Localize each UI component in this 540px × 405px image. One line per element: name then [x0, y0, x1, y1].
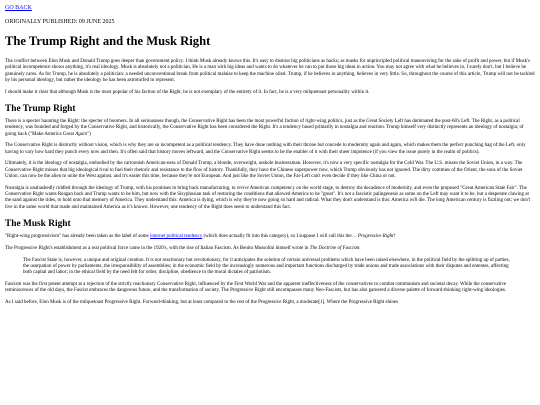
paragraph-text: (which does actually fit into this category), so I suppose I will call this the… [202, 234, 358, 240]
musk-right-paragraph-2 [5, 246, 535, 252]
musk-right-paragraph-4: As I said before, Elon Musk is of the milquetoast Progressive Right. Forward-thinking, but at least compared to the rest of the Progressive Right, a moderate[1]. Where the Progressive Right shines [5, 299, 399, 305]
emphasis-text: Progressive Right! [357, 234, 396, 240]
paragraph-text: : [359, 245, 361, 251]
trump-right-paragraph-1 [5, 119, 535, 138]
musk-right-paragraph-3: Fascism was the first potent attempt at a rejection of the strictly reactionary Conservative Right, influenced by the First World War and the apparent ineffectiveness of the conservatives to combat communism and societal decay. While the conservative reminiscences of the old days, the Fascist embraces the dangerous future, and the transformation of society. The Progressive Right still encompasses many Neo-Fascists, but has also garnered a diverse palette of forward-thinking right-wing ideologies. [5, 281, 507, 294]
paragraph-text: There is a specter haunting the Right: the specter of boomers. In all seriousness though, the Conservative Right has been the most powerful faction of right-wing politics, just as the Great Society Left has dominated the post-60's Left. The Right, as a political tendency, was founded and forged by the Conservative Right, and historically, the Conservative Right has been considered the Right. It's a tendency based primarily in nostalgia and reaction. Trump himself very distinctly represents an ideology of nostalgia; of going back ("Make America Great [5, 119, 524, 137]
paragraph-text: The Progressive Right's establishment as a real political force came in the 1920's, with the rise of Italian Fascism. As Benito Mussolini himself wrote in [5, 245, 310, 251]
emphasis-text: revive [236, 185, 249, 191]
paragraph-text: die. The long American century is fizzling out; we don't live in the same world that made and maintained America as it's known. However, one tendency of the Right does seem to understand this fact. [5, 198, 531, 210]
trump-right-paragraph-4 [5, 186, 535, 211]
internet-political-tendency-link[interactable]: internet political tendency [150, 234, 203, 240]
section-heading-trump-right: The Trump Right [5, 103, 76, 114]
paragraph-text: American competency on the world stage, to destroy the decadence of modernity, and even the proposed "Great American State Fair". The Conservative Right wants Reagan back and Trump wants to be him, but now with the Sisyphusian task of restoring the conditions that allowed America to be "great". It's not a fascistic palingenesis as some on the Left may want it to be, but a desperate clawing at the sand against the tides, to hold onto that memory of America. They understand this: America is dying, which is why they're now going so hard and radical. What they don't understand is this: America [5, 185, 529, 204]
paragraph-text: Nostalgia is unabashedly riddled through the ideology of Trump, with his promises to bring back manufacturing, to [5, 185, 237, 191]
trump-right-paragraph-2: The Conservative Right is distinctly without vision, which is why they are so incompetent as a political tendency. They have done nothing with their throne but concede to modernity again and again, which makes them the perfect punching bag of the Left, only having to vary how hard they punch every now and then. It's often said that history moves leftward, and the Conservative Right seems to be the enabler of it with their sheer impotence (if you view the issue purely in the realm of politics). [5, 143, 526, 155]
section-heading-musk-right: The Musk Right [5, 218, 71, 229]
go-back-link[interactable]: GO BACK [5, 5, 32, 11]
paragraph-text: ") [87, 131, 91, 137]
article-title: The Trump Right and the Musk Right [5, 34, 211, 49]
musk-right-paragraph-1 [5, 234, 535, 240]
paragraph-text: "Right-wing progressivism" has already been taken as the label of some [5, 234, 151, 240]
book-title: The Doctrine of Fascism [309, 245, 360, 251]
emphasis-text: Again [75, 131, 88, 137]
emphasis-text: will [409, 198, 418, 204]
intro-paragraph-1: The conflict between Elon Musk and Donald Trump goes deeper than government policy. I think Musk already knows this. It's easy to dismiss big politicians as hacks; as masks for unprincipled political maneuvering for the sake of profit and power, but if Musk's political incompetence shows anything, it's real ideology. Musk is absolutely not a politician. He is a man with big ideas and wants to do whatever he can to put those big ideas in action. You may not agree with what he believes in, I surely don't, but I believe he genuinely cares. As for Trump, he is absolutely a politician: a needed unconventional break from political malaise to keep the machine oiled. Trump, if he believes in anything, believes in very little. So, throughout the course of this article, Trump will not be tackled by his personal ideology, but rather the ideology he has been astroturfed to represent. [5, 58, 535, 83]
mussolini-quote: The Fascist State is, however, a unique and original creation. It is not reactionary but revolutionary, for it anticipates the solution of certain universal problems which have been raised elsewhere, in the political field by the splitting up of parties, the usurpation of power by parliaments, the irresponsibility of assemblies; in the economic field by the increasingly numerous and important functions discharged by trade unions and trade associations with their disputes and ententes, affecting both capital and labor; in the ethical field by the need felt for order, discipline, obedience to the moral dictates of patriotism. [23, 257, 510, 276]
intro-paragraph-2: I should make it clear that although Musk is the most popular of his faction of the Right, he is not exemplary of the entirety of it. In fact, he is a very milquetoast personality within it. [5, 89, 370, 95]
trump-right-paragraph-3: Ultimately, it is the ideology of nostalgia, embodied by the cartoonish American-ness of Donald Trump, a blonde, overweight, asshole businessman. However, it's now a very specific nostalgia for the Cold War. The U.S. misses the Soviet Union, in a way. The Conservative Right misses that big ideological rival to fuel their rhetoric and resistance to the flow of history. Thankfully, they have the Chinese superpower now, which Trump obviously has not ignored. The dirty commies of the Orient, the sons of the Soviet Union, can now be the alien to unite the West against, and it's easier this time, because they're not European. And just like the Soviet Union, the Far-Left can't even decide if they like China or not. [5, 161, 523, 180]
published-date: ORIGINALLY PUBLISHED: 09 JUNE 2025 [5, 18, 115, 25]
